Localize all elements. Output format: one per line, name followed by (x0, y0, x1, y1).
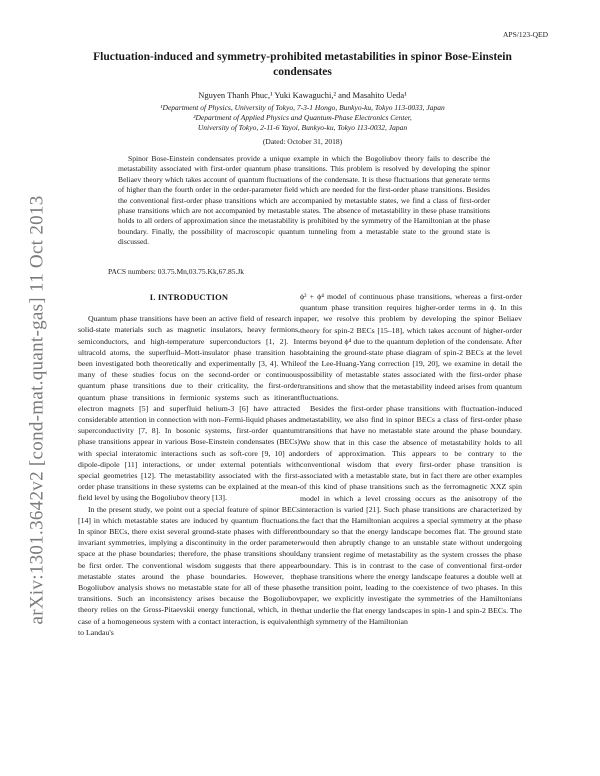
affiliations (75, 103, 530, 132)
affiliation-2: ²Department of Applied Physics and Quantum-Phase Electronics Center, (193, 112, 412, 122)
report-number: APS/123-QED (502, 30, 548, 39)
body-paragraph: Besides the first-order phase transitions with fluctuation-induced metastability, we also find in spinor BECs a class of first-order phase transitions that have no metastable state around the phase boundary. We show that in this case the absence of metastability holds to all orders of approximation. This appears to be contrary to the conventional wisdom that every first-order phase transition is associated with a metastable state, but in fact there are other examples of this kind of phase transitions such as the ferromagnetic XXZ spin model in which a level crossing occurs as the anisotropy of the interaction is varied [21]. Such phase transitions are characterized by the fact that the Hamiltonian acquires a special symmetry at the phase boundary so that the energy landscape becomes flat. The ground state would then abruptly change to an unstable state without undergoing any transient regime of metastability as the system crosses the phase boundary. This is in contrast to the case of conventional first-order phase transitions where the energy landscape features a double well at the transition point, leading to the coexistence of two phases. In this paper, we explicitly investigate the symmetries of the Hamiltonians that underlie the flat energy landscapes in spin-1 and spin-2 BECs. The high symmetry of the Hamiltonian (300, 404, 522, 626)
right-column (300, 291, 522, 627)
author-list: Nguyen Thanh Phuc,¹ Yuki Kawaguchi,² and Masahito Ueda¹ (198, 90, 407, 100)
body-paragraph: In the present study, we point out a special feature of spinor BECs [14] in which metastable states are induced by quantum fluctuations. In spinor BECs, there exist several ground-state phases with different invariant symmetries, implying a discontinuity in the order parameter space at the phase boundaries; therefore, the phase transitions should be first order. The conventional wisdom suggests that there appear metastable states around the phase boundaries. However, the Bogoliubov analysis shows no metastable state for all of these phase transitions. Such an inconsistency arises because the Bogoliubov theory relies on the Gross-Pitaevskii energy functional, which, in the case of a homogeneous system with a contact interaction, is equivalent to Landau's (78, 504, 300, 637)
arxiv-identifier: arXiv:1301.3642v2 [cond-mat.quant-gas] 11 Oct 2013 (27, 195, 49, 625)
affiliation-2-address: University of Tokyo, 2-11-6 Yayoi, Bunkyo-ku, Tokyo 113-0032, Japan (197, 122, 408, 132)
dated-line: (Dated: October 31, 2018) (262, 137, 343, 146)
paper-title: Fluctuation-induced and symmetry-prohibited metastabilities in spinor Bose-Einstein condensates (93, 51, 512, 78)
abstract: Spinor Bose-Einstein condensates provide a unique example in which the Bogoliubov theory fails to describe the metastability associated with first-order quantum phase transitions. This problem is resolved by developing the spinor Beliaev theory which takes account of quantum fluctuations of the condensate. It is these fluctuations that generate terms of higher than the fourth order in the order-parameter field which are needed for the first-order phase transitions. Besides the conventional first-order phase transitions which are accompanied by metastable states, we find a class of first-order phase transitions which are not accompanied by metastable states. The absence of metastability in these phase transitions holds to all orders of approximation since the metastability is prohibited by the symmetry of the Hamiltonian at the phase boundary. Finally, the possibility of macroscopic quantum tunneling from a metastable state to the ground state is discussed. (118, 154, 490, 247)
pacs-numbers: PACS numbers: 03.75.Mn,03.75.Kk,67.85.Jk (108, 267, 244, 276)
section-heading: I. INTRODUCTION (149, 292, 229, 302)
arxiv-identifier-sidebar (24, 175, 52, 645)
left-column (78, 292, 300, 638)
body-paragraph: ϕ² + ϕ⁴ model of continuous phase transitions, whereas a first-order quantum phase transition requires higher-order terms in ϕ. In this paper, we resolve this problem by developing the spinor Beliaev theory for spin-2 BECs [15–18], which takes account of higher-order terms beyond ϕ⁴ due to the quantum depletion of the condensate. After obtaining the ground-state phase diagram of spin-2 BECs at the level of the Lee-Huang-Yang correction [19, 20], we examine in detail the possibility of metastable states associated with the first-order phase transitions and show that the metastability indeed arises from quantum fluctuations. (300, 292, 522, 402)
body-paragraph: Quantum phase transitions have been an active field of research in solid-state materials such as magnetic insulators, heavy fermions, semiconductors, and high-temperature superconductors [1, 2]. In ultracold atoms, the superfluid–Mott-insulator phase transition has been investigated both theoretically and experimentally [3, 4]. While many of these studies focus on the second-order or continuous quantum phase transitions due to their criticality, the first-order quantum phase transitions in fermionic systems such as itinerant electron magnets [5] and superfluid helium-3 [6] have attracted considerable attention in connection with non–Fermi-liquid phases and superconductivity [7, 8]. In bosonic systems, first-order quantum phase transitions appear in various Bose-Einstein condensates (BECs) with special interatomic interactions such as soft-core [9, 10] and dipole-dipole [11] interactions, or under external potentials with special geometries [12]. The metastability associated with the first-order phase transitions in these systems can be explained at the mean-field level by using the Bogoliubov theory [13]. (78, 314, 300, 503)
affiliation-1: ¹Department of Physics, University of Tokyo, 7-3-1 Hongo, Bunkyo-ku, Tokyo 113-0033, Japan (160, 103, 445, 112)
